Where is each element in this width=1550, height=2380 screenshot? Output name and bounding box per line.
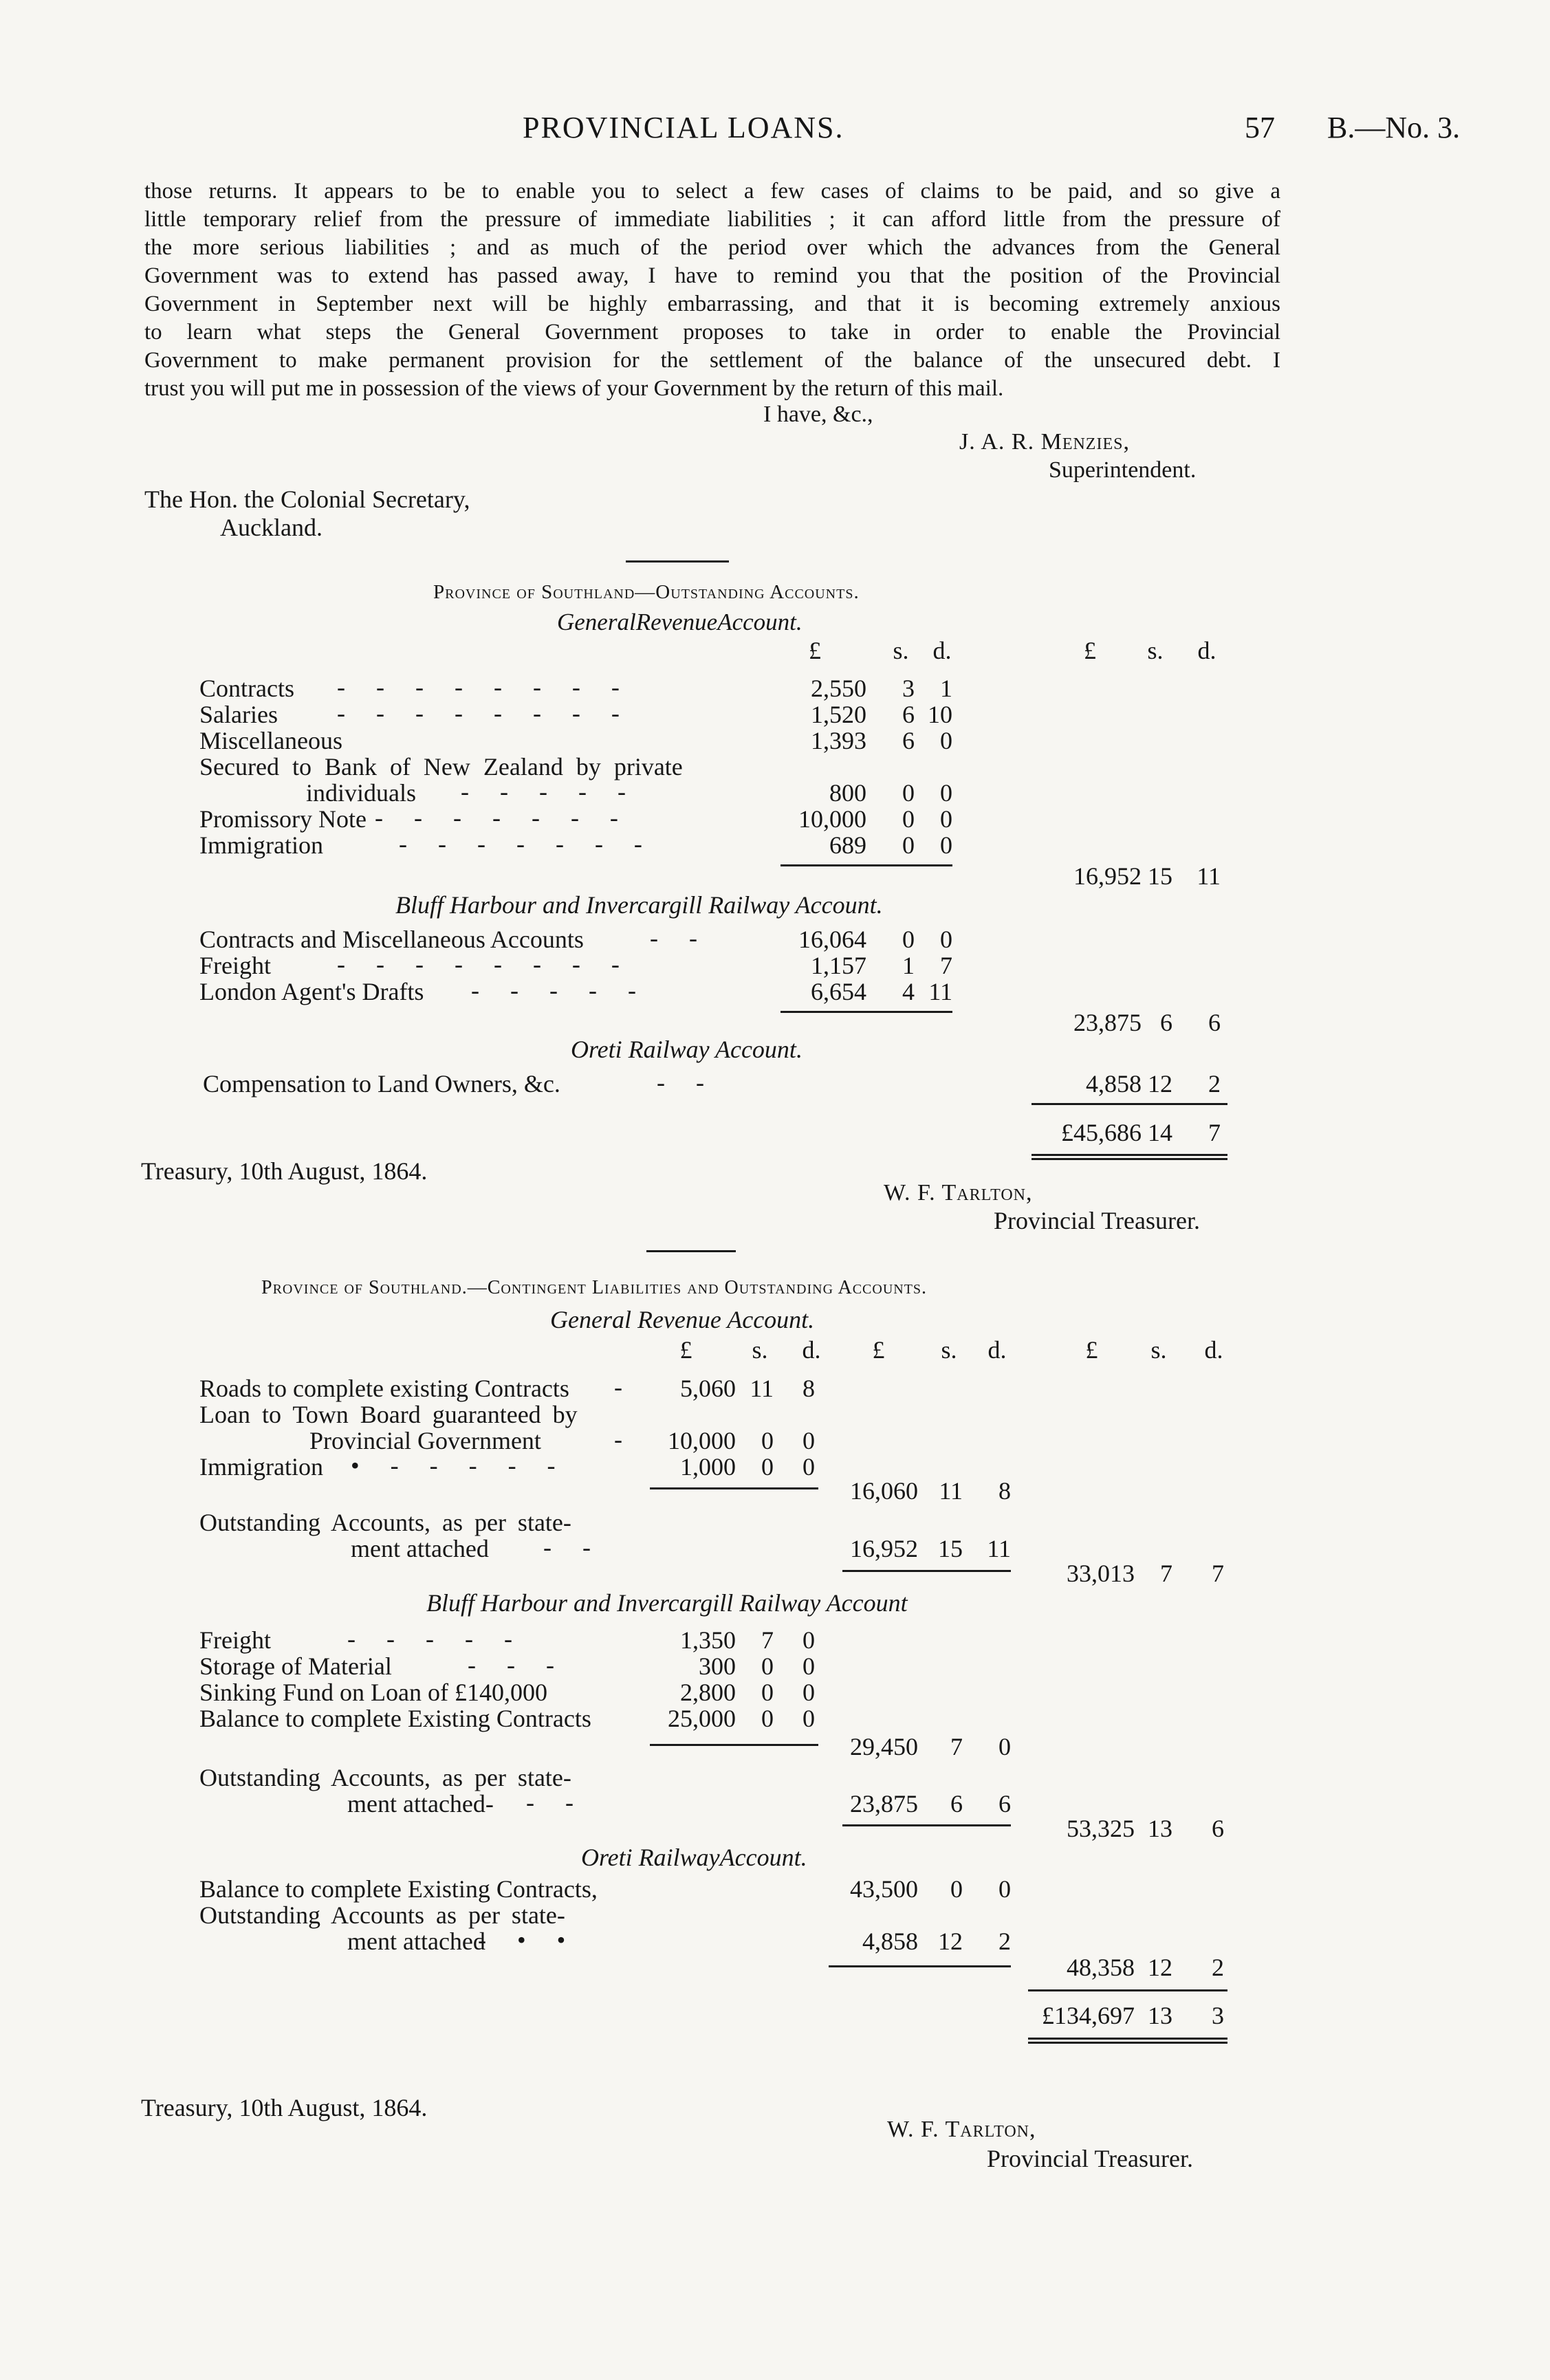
leader-dots: - - - - - - - -: [337, 699, 632, 727]
total-shillings: 6: [1160, 1009, 1172, 1036]
subtotal-shillings: 7: [950, 1733, 963, 1760]
amount-pence: 0: [940, 779, 952, 807]
row-label: London Agent's Drafts: [199, 978, 424, 1005]
leader-dots: - - - - -: [471, 976, 648, 1004]
total-pence: 2: [1212, 1954, 1224, 1981]
amount-pence: 0: [940, 926, 952, 953]
account-heading: Oreti RailwayAccount.: [581, 1844, 807, 1871]
total-shillings: 7: [1160, 1560, 1172, 1587]
letter-line: to learn what steps the General Government proposes to take in order to enable the Provincial: [144, 320, 1280, 345]
amount-shillings: 6: [902, 727, 915, 754]
grand-total-pounds: £45,686: [1061, 1119, 1142, 1146]
amount-pence: 10: [928, 701, 952, 728]
account-heading: Oreti Railway Account.: [571, 1036, 803, 1063]
sum-rule: [842, 1570, 1011, 1572]
letter-closing: I have, &c.,: [763, 402, 873, 427]
amount-shillings: 0: [761, 1427, 774, 1454]
column-pound: £: [1085, 1336, 1098, 1364]
leader-dots: • - - - - -: [351, 1452, 568, 1479]
column-pound: £: [872, 1336, 885, 1364]
amount-pounds: 1,393: [811, 727, 866, 754]
amount-shillings: 0: [761, 1652, 774, 1680]
subtotal-pence: 8: [998, 1477, 1011, 1505]
sum-rule: [1031, 1103, 1227, 1105]
letter-line: Government was to extend has passed away, I have to remind you that the position of the Provincial: [144, 263, 1280, 288]
amount-pence: 0: [940, 831, 952, 859]
amount-pounds: 1,000: [680, 1453, 736, 1481]
sum-rule: [650, 1744, 818, 1746]
amount-shillings: 0: [950, 1875, 963, 1903]
column-pound: £: [809, 637, 821, 664]
total-shillings: 13: [1148, 1815, 1172, 1842]
amount-pounds: 2,550: [811, 675, 866, 702]
letter-line: little temporary relief from the pressure of immediate liabilities ; it can afford little from the pressure of: [144, 207, 1280, 232]
sum-rule: [829, 1965, 1011, 1967]
letter-line: Government in September next will be highly embarrassing, and that it is becoming extremely anxious: [144, 292, 1280, 316]
double-rule: [1028, 2038, 1227, 2044]
double-rule: [1031, 1154, 1227, 1160]
addressee: The Hon. the Colonial Secretary,: [144, 485, 470, 513]
row-label: Outstanding Accounts, as per state-: [199, 1764, 571, 1791]
amount-pence: 0: [940, 805, 952, 833]
amount-shillings: 6: [950, 1790, 963, 1817]
row-label-continued: ment attached: [351, 1535, 489, 1562]
amount-shillings: 1: [902, 952, 915, 979]
amount-pounds: 800: [829, 779, 866, 807]
row-label-continued: individuals: [306, 779, 416, 807]
statement-heading: Province of Southland—Outstanding Accounts.: [433, 581, 860, 603]
column-shillings: s.: [1147, 637, 1164, 664]
amount-pounds: 4,858: [862, 1928, 918, 1955]
leader-dots: -: [614, 1373, 622, 1401]
leader-dots: - - -: [468, 1651, 567, 1679]
amount-pence: 0: [803, 1427, 815, 1454]
letter-signatory: J. A. R. Menzies,: [959, 429, 1130, 455]
total-pounds: 48,358: [1067, 1954, 1135, 1981]
amount-pence: 7: [940, 952, 952, 979]
row-label: Salaries: [199, 701, 278, 728]
amount-pence: 2: [998, 1928, 1011, 1955]
amount-pounds: 689: [829, 831, 866, 859]
letter-line: trust you will put me in possession of the views of your Government by the return of this mail.: [144, 376, 1004, 401]
total-pence: 6: [1212, 1815, 1224, 1842]
amount-pounds: 10,000: [668, 1427, 736, 1454]
grand-total-pence: 7: [1208, 1119, 1221, 1146]
grand-total-shillings: 14: [1148, 1119, 1172, 1146]
leader-dots: - -: [650, 924, 710, 952]
amount-pounds: 300: [699, 1652, 736, 1680]
leader-dots: - -: [657, 1069, 717, 1096]
row-label: Compensation to Land Owners, &c.: [203, 1070, 560, 1098]
amount-pence: 0: [803, 1626, 815, 1654]
amount-pounds: 2,800: [680, 1679, 736, 1706]
amount-pounds: 1,520: [811, 701, 866, 728]
grand-total-pounds: £134,697: [1042, 2002, 1135, 2029]
row-label: Miscellaneous: [199, 727, 342, 754]
amount-shillings: 0: [902, 831, 915, 859]
amount-pence: 0: [998, 1875, 1011, 1903]
leader-dots: - - - - -: [347, 1625, 525, 1652]
account-heading: Bluff Harbour and Invercargill Railway Account.: [395, 891, 883, 919]
sum-rule: [781, 1011, 952, 1013]
column-pound: £: [679, 1336, 692, 1364]
total-shillings: 12: [1148, 1954, 1172, 1981]
treasury-dateline: Treasury, 10th August, 1864.: [141, 2094, 428, 2121]
total-pence: 7: [1212, 1560, 1224, 1587]
leader-dots: - -: [526, 1789, 586, 1816]
sum-rule: [781, 864, 952, 866]
amount-pence: 11: [987, 1535, 1011, 1562]
leader-dots: - - - - -: [461, 778, 638, 805]
letter-line: Government to make permanent provision for the settlement of the balance of the unsecured debt. I: [144, 348, 1280, 373]
letter-signatory-title: Superintendent.: [1049, 457, 1197, 483]
amount-shillings: 0: [761, 1679, 774, 1706]
leader-dots: - - - - - - -: [375, 804, 631, 831]
letter-line: the more serious liabilities ; and as much of the period over which the advances from the General: [144, 235, 1280, 260]
row-label: Storage of Material: [199, 1652, 392, 1680]
row-label: Contracts: [199, 675, 294, 702]
amount-shillings: 0: [761, 1705, 774, 1732]
account-heading: Bluff Harbour and Invercargill Railway Account: [426, 1589, 908, 1617]
row-label: Outstanding Accounts as per state-: [199, 1901, 565, 1929]
grand-total-pence: 3: [1212, 2002, 1224, 2029]
column-pence: d.: [802, 1336, 821, 1364]
statement-subheading: General Revenue Account.: [550, 1306, 815, 1333]
total-pence: 11: [1197, 862, 1221, 890]
amount-pence: 0: [803, 1453, 815, 1481]
row-label: Roads to complete existing Contracts: [199, 1375, 569, 1402]
leader-dots: - - - - - - - -: [337, 950, 632, 978]
amount-shillings: 0: [902, 926, 915, 953]
sum-rule: [842, 1824, 1011, 1826]
row-label: Secured to Bank of New Zealand by private: [199, 753, 683, 780]
total-pence: 6: [1208, 1009, 1221, 1036]
section-divider: [626, 560, 729, 563]
treasurer-title: Provincial Treasurer.: [987, 2145, 1193, 2172]
amount-pence: 11: [928, 978, 952, 1005]
total-shillings: 15: [1148, 862, 1172, 890]
amount-pence: 1: [940, 675, 952, 702]
amount-shillings: 3: [902, 675, 915, 702]
amount-pence: 2: [1208, 1070, 1221, 1098]
row-label: Outstanding Accounts, as per state-: [199, 1509, 571, 1536]
amount-pounds: 16,064: [798, 926, 866, 953]
amount-shillings: 11: [750, 1375, 774, 1402]
row-label: Balance to complete Existing Contracts,: [199, 1875, 598, 1903]
amount-pence: 8: [803, 1375, 815, 1402]
leader-dots: - - - - - - -: [399, 830, 655, 858]
total-pounds: 23,875: [1073, 1009, 1142, 1036]
leader-dots: -: [614, 1426, 622, 1453]
row-label: Contracts and Miscellaneous Accounts: [199, 926, 584, 953]
row-label-continued: ment attached: [347, 1928, 485, 1955]
row-label: Immigration: [199, 1453, 323, 1481]
leader-dots: - • •: [478, 1926, 578, 1954]
total-pounds: 16,952: [1073, 862, 1142, 890]
row-label: Freight: [199, 952, 271, 979]
row-label: Loan to Town Board guaranteed by: [199, 1401, 578, 1428]
amount-pounds: 6,654: [811, 978, 866, 1005]
amount-pounds: 10,000: [798, 805, 866, 833]
amount-shillings: 0: [902, 805, 915, 833]
addressee-place: Auckland.: [220, 514, 323, 541]
treasurer-signatory: W. F. Tarlton,: [884, 1180, 1033, 1205]
column-shillings: s.: [1150, 1336, 1167, 1364]
grand-total-shillings: 13: [1148, 2002, 1172, 2029]
page-title: PROVINCIAL LOANS.: [523, 111, 844, 144]
amount-pence: 0: [803, 1679, 815, 1706]
amount-pounds: 16,952: [850, 1535, 918, 1562]
column-pence: d.: [932, 637, 952, 664]
statement-heading: Province of Southland.—Contingent Liabilities and Outstanding Accounts.: [261, 1277, 928, 1298]
row-label-continued: Provincial Government: [309, 1427, 541, 1454]
amount-pence: 0: [803, 1705, 815, 1732]
letter-line: those returns. It appears to be to enable you to select a few cases of claims to be paid, and so give a: [144, 179, 1280, 204]
row-label: Promissory Note: [199, 805, 367, 833]
amount-shillings: 6: [902, 701, 915, 728]
total-pounds: 33,013: [1067, 1560, 1135, 1587]
amount-shillings: 7: [761, 1626, 774, 1654]
section-divider: [646, 1250, 736, 1252]
amount-shillings: 12: [1148, 1070, 1172, 1098]
column-shillings: s.: [752, 1336, 768, 1364]
amount-pounds: 25,000: [668, 1705, 736, 1732]
column-shillings: s.: [893, 637, 909, 664]
column-pence: d.: [987, 1336, 1007, 1364]
treasurer-title: Provincial Treasurer.: [994, 1207, 1200, 1234]
sum-rule: [650, 1487, 818, 1489]
amount-pounds: 4,858: [1086, 1070, 1142, 1098]
row-label: Sinking Fund on Loan of £140,000: [199, 1679, 548, 1706]
subtotal-pounds: 16,060: [850, 1477, 918, 1505]
subtotal-pence: 0: [998, 1733, 1011, 1760]
page-number: 57: [1245, 111, 1275, 144]
leader-dots: - - - - - - - -: [337, 673, 632, 701]
amount-pence: 6: [998, 1790, 1011, 1817]
amount-pence: 0: [803, 1652, 815, 1680]
sum-rule: [1028, 1989, 1227, 1991]
amount-shillings: 4: [902, 978, 915, 1005]
amount-pounds: 23,875: [850, 1790, 918, 1817]
subtotal-shillings: 11: [939, 1477, 963, 1505]
column-pence: d.: [1197, 637, 1216, 664]
paper-reference: B.—No. 3.: [1327, 111, 1461, 144]
column-shillings: s.: [941, 1336, 957, 1364]
row-label: Immigration: [199, 831, 323, 859]
amount-pounds: 1,157: [811, 952, 866, 979]
amount-pounds: 43,500: [850, 1875, 918, 1903]
amount-shillings: 15: [938, 1535, 963, 1562]
amount-shillings: 12: [938, 1928, 963, 1955]
column-pence: d.: [1204, 1336, 1223, 1364]
row-label-continued: ment attached-: [347, 1790, 494, 1817]
amount-shillings: 0: [902, 779, 915, 807]
total-pounds: 53,325: [1067, 1815, 1135, 1842]
leader-dots: - -: [543, 1533, 603, 1561]
treasury-dateline: Treasury, 10th August, 1864.: [141, 1157, 428, 1185]
statement-subheading: GeneralRevenueAccount.: [557, 609, 803, 635]
amount-pence: 0: [940, 727, 952, 754]
column-pound: £: [1084, 637, 1096, 664]
amount-pounds: 1,350: [680, 1626, 736, 1654]
row-label: Freight: [199, 1626, 271, 1654]
amount-shillings: 0: [761, 1453, 774, 1481]
amount-pounds: 5,060: [680, 1375, 736, 1402]
treasurer-signatory: W. F. Tarlton,: [887, 2117, 1036, 2142]
subtotal-pounds: 29,450: [850, 1733, 918, 1760]
row-label: Balance to complete Existing Contracts: [199, 1705, 591, 1732]
